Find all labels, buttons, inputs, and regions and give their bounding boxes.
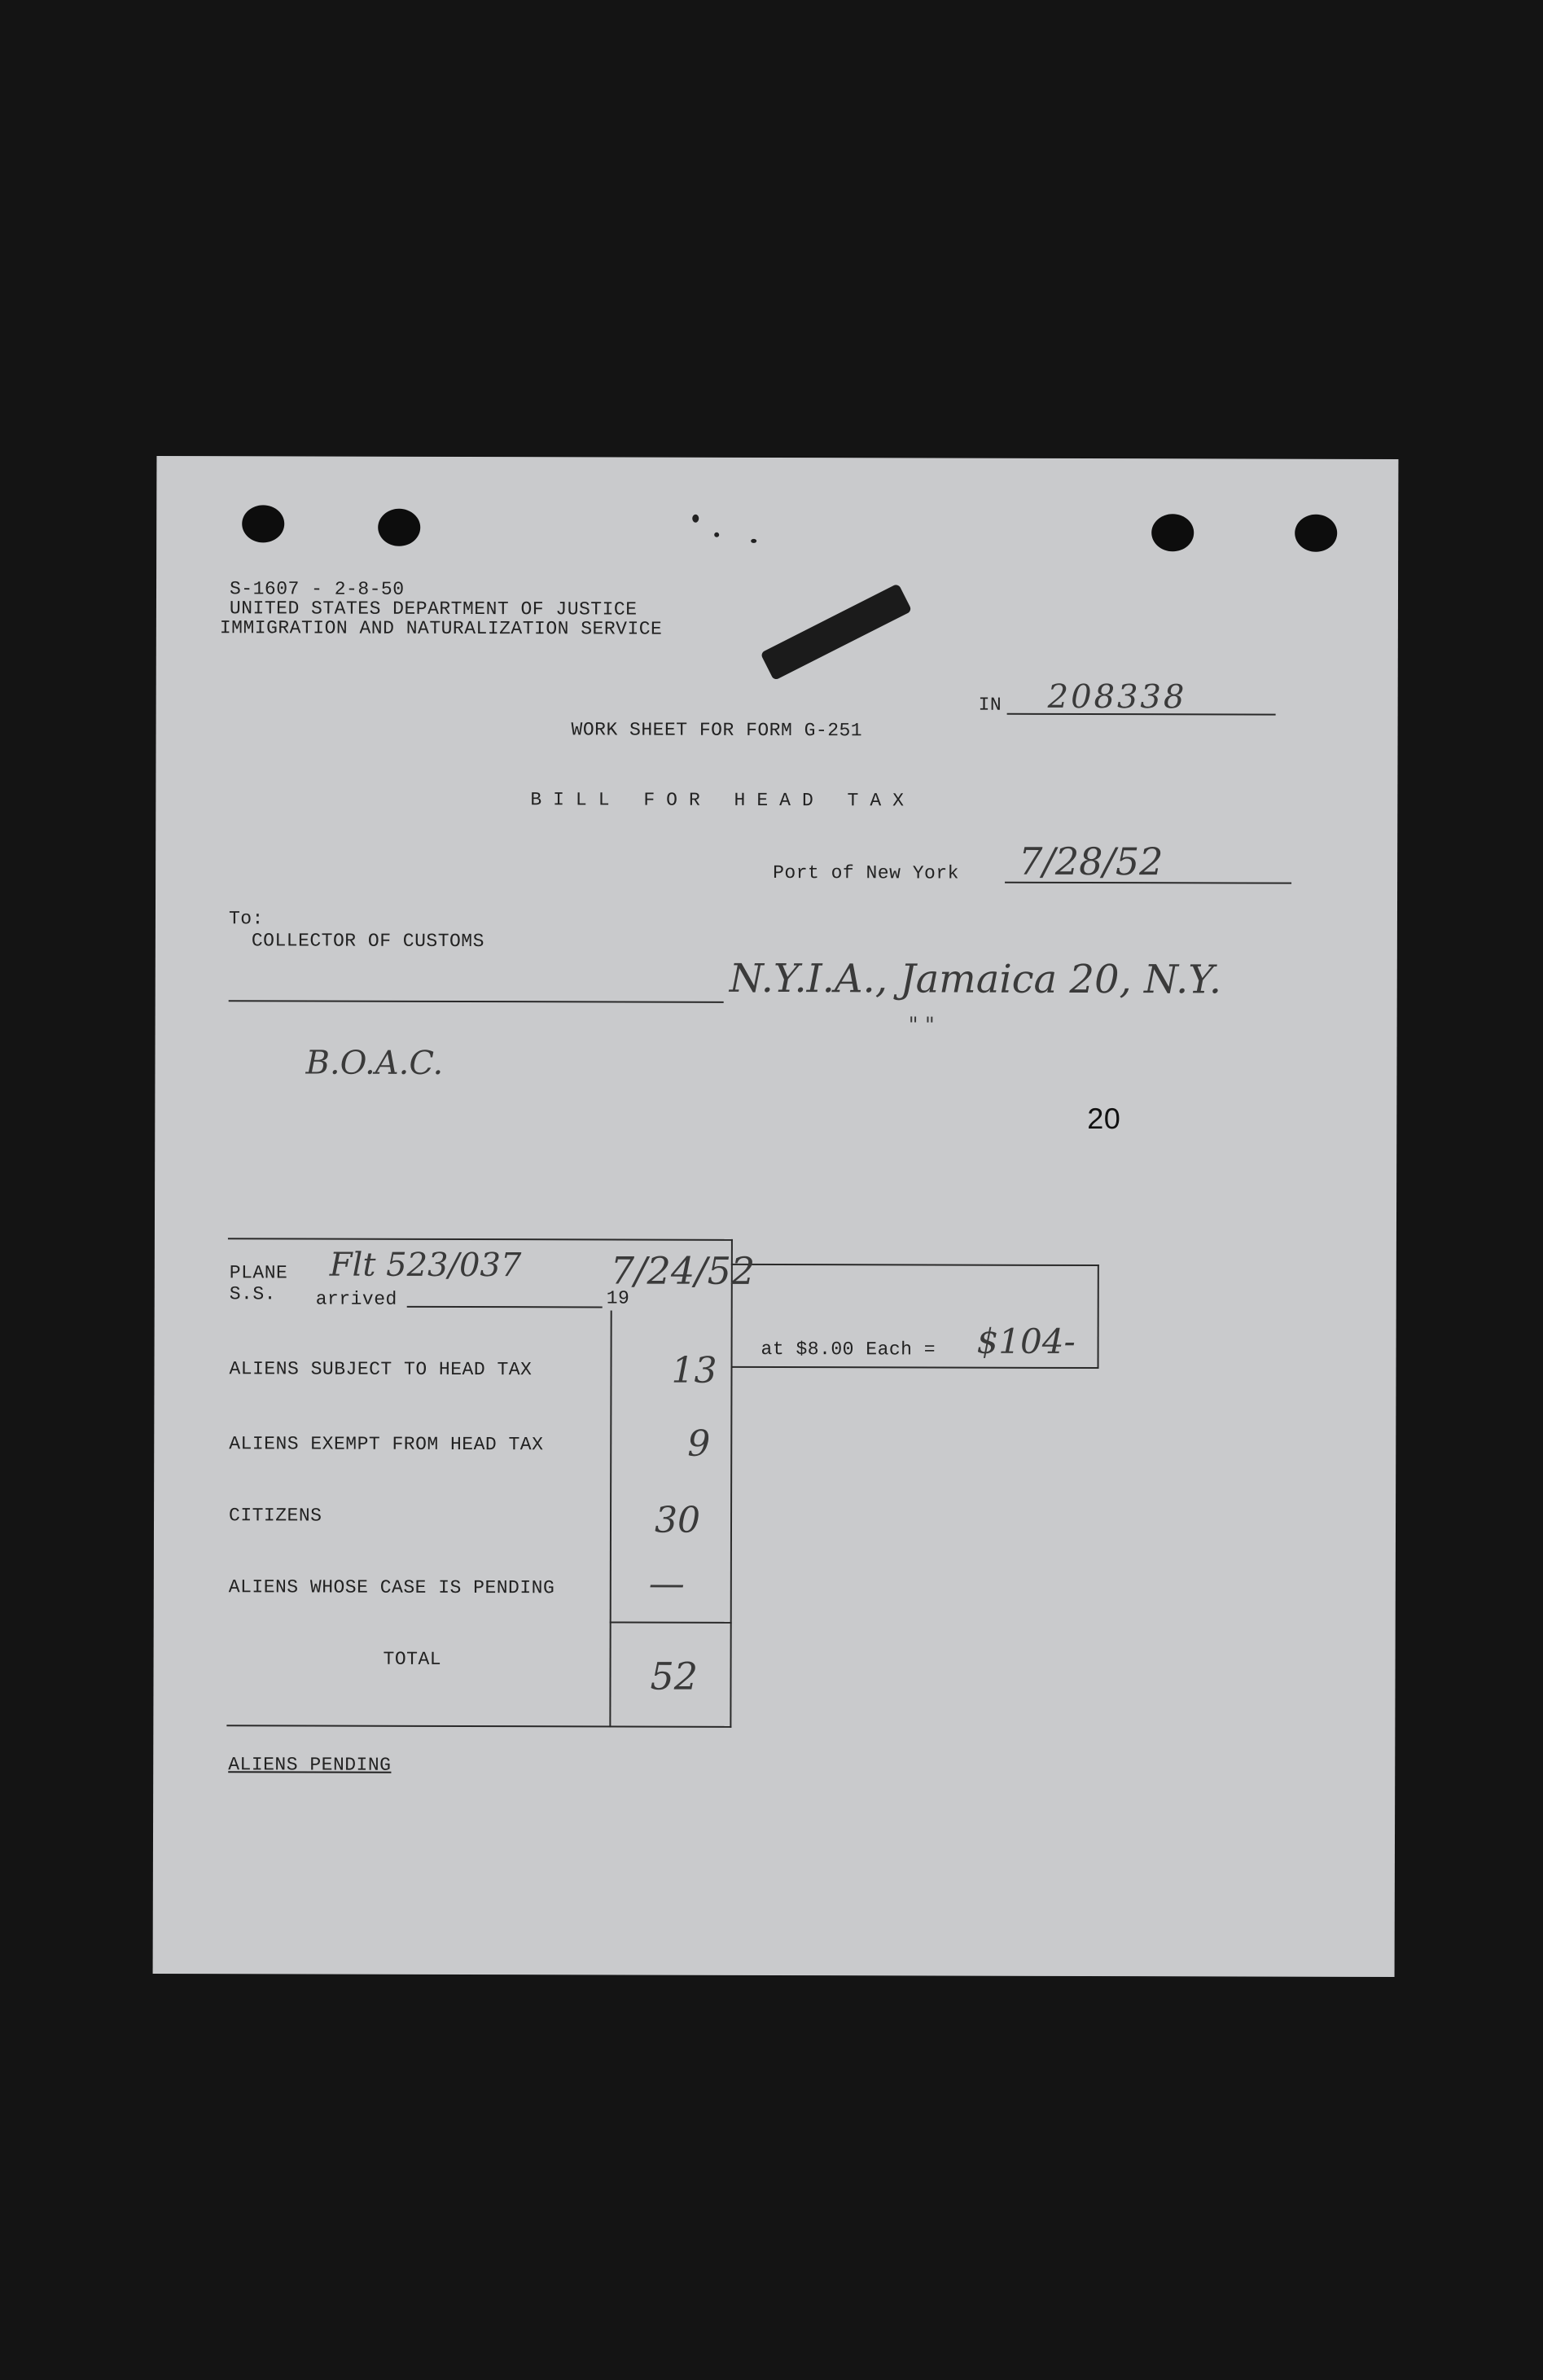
speck <box>751 539 756 543</box>
speck <box>692 515 699 523</box>
ss-label: S.S. <box>229 1283 277 1305</box>
table-bottom-line <box>226 1725 731 1728</box>
redaction-stamp <box>761 583 913 681</box>
table-top-line <box>228 1238 733 1241</box>
addressee: N.Y.I.A., Jamaica 20, N.Y. <box>729 955 1222 1003</box>
port-date: 7/28/52 <box>1019 839 1164 884</box>
value-column-border <box>609 1310 612 1727</box>
to-name: COLLECTOR OF CUSTOMS <box>251 930 484 953</box>
punch-hole <box>1295 515 1337 552</box>
rate-amount: $104- <box>976 1321 1076 1361</box>
form-title: WORK SHEET FOR FORM G-251 <box>571 719 863 742</box>
arrived-label: arrived <box>315 1288 397 1310</box>
total-label: TOTAL <box>383 1648 442 1670</box>
punch-hole <box>242 505 284 542</box>
rate-box-top <box>731 1264 1099 1266</box>
address-line <box>229 1000 724 1003</box>
form-subtitle: BILL FOR HEAD TAX <box>530 789 916 812</box>
carrier-name: B.O.A.C. <box>305 1044 444 1082</box>
ditto-marks: " " <box>908 1013 935 1038</box>
form-code: S-1607 - 2-8-50 <box>229 578 405 600</box>
arrival-date: 7/24/52 <box>610 1248 756 1293</box>
page-number: 20 <box>1087 1102 1121 1136</box>
table-right-border <box>730 1239 733 1728</box>
row-value-exempt: 9 <box>687 1422 711 1465</box>
speck <box>714 533 719 537</box>
row-label-citizens: CITIZENS <box>229 1505 322 1527</box>
port-label: Port of New York <box>773 861 959 884</box>
rate-box-right <box>1098 1265 1099 1369</box>
file-label: IN <box>978 694 1002 716</box>
punch-hole <box>1151 514 1194 551</box>
to-label: To: <box>228 908 264 930</box>
total-divider-line <box>610 1621 732 1623</box>
arrived-line <box>407 1306 603 1308</box>
aliens-pending-label: ALIENS PENDING <box>228 1754 392 1776</box>
row-label-subject: ALIENS SUBJECT TO HEAD TAX <box>229 1358 533 1381</box>
punch-hole <box>378 509 420 546</box>
file-number: 208338 <box>1047 677 1187 717</box>
total-value: 52 <box>650 1654 699 1698</box>
year-prefix: 19 <box>606 1287 630 1309</box>
plane-label: PLANE <box>229 1262 288 1284</box>
row-value-subject: 13 <box>671 1349 717 1392</box>
row-value-citizens: 30 <box>654 1499 701 1541</box>
service-name: IMMIGRATION AND NATURALIZATION SERVICE <box>219 617 663 640</box>
rate-text: at $8.00 Each = <box>761 1338 936 1361</box>
row-label-exempt: ALIENS EXEMPT FROM HEAD TAX <box>229 1433 544 1456</box>
row-value-pending: — <box>648 1563 685 1605</box>
flight-number: Flt 523/037 <box>329 1246 522 1285</box>
document-page <box>153 456 1399 1977</box>
row-label-pending: ALIENS WHOSE CASE IS PENDING <box>228 1576 555 1599</box>
rate-box-bottom <box>731 1366 1099 1369</box>
department-name: UNITED STATES DEPARTMENT OF JUSTICE <box>229 598 638 620</box>
